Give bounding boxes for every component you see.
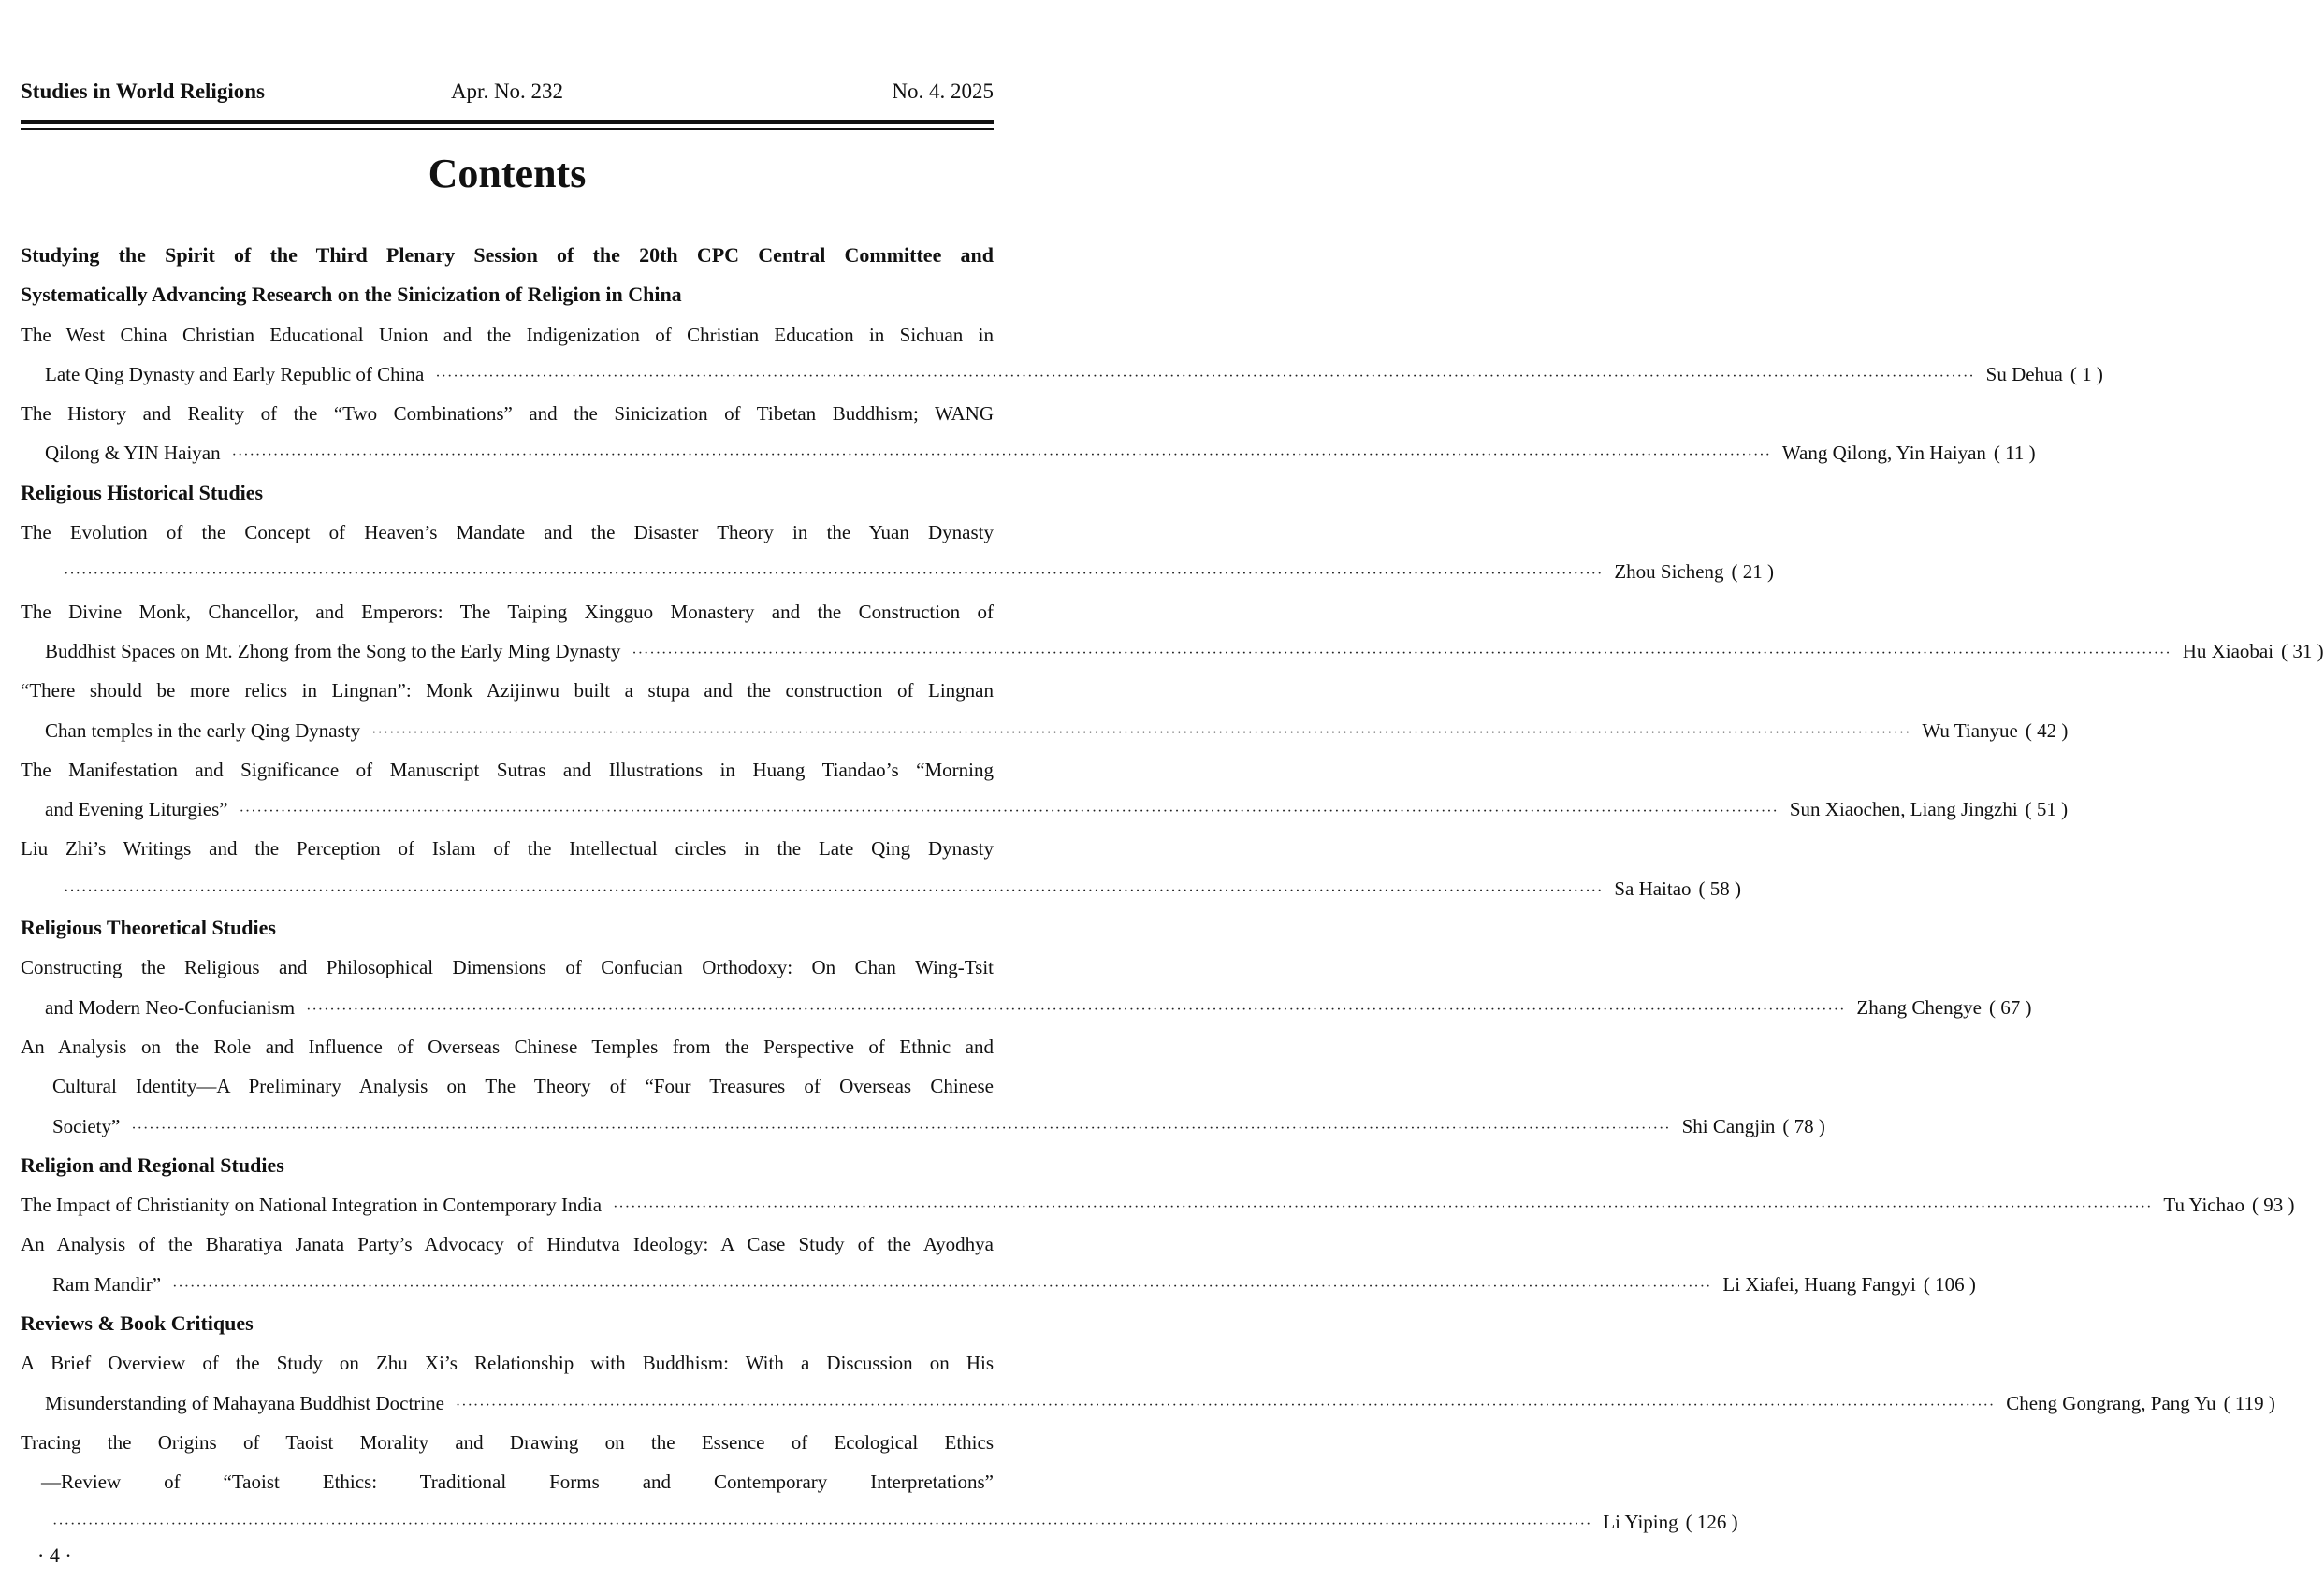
entry-author: Shi Cangjin <box>1681 1114 1776 1137</box>
entry-last-line <box>21 790 2069 829</box>
toc-entry <box>21 1224 1976 1304</box>
table-of-contents <box>21 236 2324 1542</box>
entry-author: Zhou Sicheng <box>1614 560 1724 584</box>
section-heading-line: Religious Theoretical Studies <box>21 916 276 940</box>
leader-dots: ···································································································································································································································································· <box>131 1120 1671 1137</box>
entry-title-line: An Analysis on the Role and Influence of Overseas Chinese Temples from the Perspective of Ethnic and <box>21 1035 994 1058</box>
header-rule-thin <box>21 128 994 130</box>
entry-title-line: Tracing the Origins of Taoist Morality and Drawing on the Essence of Ecological Ethics <box>21 1430 994 1454</box>
entry-title-line: The Evolution of the Concept of Heaven’s Mandate and the Disaster Theory in the Yuan Dynasty <box>21 521 994 544</box>
section-heading-line: Systematically Advancing Research on the Sinicization of Religion in China <box>21 282 682 307</box>
entry-author: Cheng Gongrang, Pang Yu <box>2006 1391 2216 1414</box>
leader-dots: ···································································································································································································································································· <box>613 1199 2153 1216</box>
toc-entry <box>21 948 2032 1027</box>
entry-title-tail: Misunderstanding of Mahayana Buddhist Doctrine <box>45 1391 444 1414</box>
entry-author: Wu Tianyue <box>1922 718 2018 742</box>
leader-dots: ···································································································································································································································································· <box>455 1397 1996 1413</box>
leader-dots: ···································································································································································································································································· <box>435 368 1975 384</box>
entry-author: Tu Yichao <box>2163 1194 2244 1217</box>
entry-title-tail: and Evening Liturgies” <box>45 798 228 821</box>
entry-author: Wang Qilong, Yin Haiyan <box>1781 442 1986 465</box>
entry-last-line <box>21 711 2069 750</box>
section-heading-line: Studying the Spirit of the Third Plenary Session of the 20th CPC Central Committee and <box>21 243 994 267</box>
entry-page: ( 67 ) <box>1988 995 2032 1019</box>
entry-last-line <box>21 1265 1976 1304</box>
entry-page: ( 106 ) <box>1923 1272 1976 1296</box>
entry-page: ( 78 ) <box>1782 1114 1825 1137</box>
leader-dots: ···································································································································································································································································· <box>371 724 1911 741</box>
entry-last-line <box>21 552 1775 591</box>
entry-title-tail: The Impact of Christianity on National Integration in Contemporary India <box>21 1194 603 1217</box>
leader-dots: ···································································································································································································································································· <box>172 1278 1712 1295</box>
entry-last-line <box>21 1383 2275 1423</box>
entry-last-line <box>21 433 2036 472</box>
toc-entry <box>21 513 1775 592</box>
section-heading <box>21 1146 994 1185</box>
leader-dots: ···································································································································································································································································· <box>231 447 1771 464</box>
entry-title-tail: and Modern Neo-Confucianism <box>45 995 296 1019</box>
toc-entry <box>21 1423 1738 1542</box>
entry-last-line <box>21 631 2324 671</box>
entry-page: ( 21 ) <box>1731 560 1775 584</box>
section-heading <box>21 908 994 948</box>
entry-page: ( 11 ) <box>1993 442 2036 465</box>
toc-entry <box>21 1027 1825 1146</box>
entry-page: ( 126 ) <box>1685 1510 1738 1533</box>
toc-entry <box>21 1343 2275 1423</box>
entry-last-line <box>21 1502 1738 1542</box>
entry-last-line <box>21 1107 1825 1146</box>
entry-last-line <box>21 988 2032 1027</box>
entry-last-line <box>21 1185 2295 1224</box>
entry-last-line <box>21 869 1742 908</box>
issue-year: No. 4. 2025 <box>892 80 994 103</box>
entry-title-line: The West China Christian Educational Union and the Indigenization of Christian Education in Sichuan in <box>21 323 994 346</box>
entry-title-line: Constructing the Religious and Philosophical Dimensions of Confucian Orthodoxy: On Chan Wing-Tsit <box>21 956 994 979</box>
entry-title-tail: Late Qing Dynasty and Early Republic of China <box>45 362 425 385</box>
toc-entry <box>21 671 2069 750</box>
contents-page <box>21 0 2324 1579</box>
section-heading-line: Reviews & Book Critiques <box>21 1311 254 1336</box>
toc-entry <box>21 592 2324 672</box>
entry-author: Sa Haitao <box>1614 876 1692 900</box>
page-number: · 4 · <box>37 1543 72 1567</box>
entry-title-line: Liu Zhi’s Writings and the Perception of Islam of the Intellectual circles in the Late Qing Dynasty <box>21 837 994 861</box>
entry-title-tail: Ram Mandir” <box>52 1272 162 1296</box>
section-heading <box>21 1304 994 1343</box>
page-title: Contents <box>428 151 587 196</box>
entry-title-line: An Analysis of the Bharatiya Janata Party’s Advocacy of Hindutva Ideology: A Case Study of the Ayodhya <box>21 1233 994 1256</box>
entry-author: Hu Xiaobai <box>2182 639 2274 662</box>
leader-dots: ···································································································································································································································································· <box>632 645 2171 661</box>
toc-entry <box>21 829 1742 908</box>
toc-entry <box>21 750 2069 830</box>
leader-dots: ···································································································································································································································································· <box>64 566 1604 583</box>
entry-author: Zhang Chengye <box>1856 995 1982 1019</box>
journal-name: Studies in World Religions <box>21 80 265 103</box>
toc-entry <box>21 315 2103 395</box>
entry-page: ( 1 ) <box>2070 362 2103 385</box>
entry-title-line: The History and Reality of the “Two Combinations” and the Sinicization of Tibetan Buddhism; WANG <box>21 402 994 426</box>
section-heading <box>21 473 994 513</box>
leader-dots: ···································································································································································································································································· <box>239 804 1779 820</box>
leader-dots: ···································································································································································································································································· <box>52 1515 1592 1532</box>
entry-title-tail: Buddhist Spaces on Mt. Zhong from the Song to the Early Ming Dynasty <box>45 639 621 662</box>
entry-title-line: The Manifestation and Significance of Manuscript Sutras and Illustrations in Huang Tiandao’s “Morning <box>21 758 994 781</box>
entry-page: ( 42 ) <box>2025 718 2069 742</box>
entry-title-tail: Chan temples in the early Qing Dynasty <box>45 718 361 742</box>
entry-page: ( 58 ) <box>1698 876 1742 900</box>
leader-dots: ···································································································································································································································································· <box>306 1001 1846 1018</box>
entry-page: ( 93 ) <box>2251 1194 2295 1217</box>
entry-author: Sun Xiaochen, Liang Jingzhi <box>1789 798 2018 821</box>
toc-entry <box>21 394 2036 473</box>
entry-page: ( 51 ) <box>2025 798 2069 821</box>
entry-title-tail: Society” <box>52 1114 121 1137</box>
entry-title-line: Cultural Identity—A Preliminary Analysis on The Theory of “Four Treasures of Overseas Chinese <box>52 1075 994 1098</box>
entry-title-line: A Brief Overview of the Study on Zhu Xi’s Relationship with Buddhism: With a Discussion on His <box>21 1352 994 1375</box>
entry-page: ( 31 ) <box>2281 639 2324 662</box>
section-heading <box>21 236 994 315</box>
entry-last-line <box>21 355 2103 394</box>
toc-entry <box>21 1185 2295 1224</box>
header-rule-thick <box>21 120 994 124</box>
entry-author: Li Yiping <box>1603 1510 1678 1533</box>
entry-title-line: —Review of “Taoist Ethics: Traditional Forms and Contemporary Interpretations” <box>41 1470 994 1494</box>
section-heading-line: Religious Historical Studies <box>21 480 264 504</box>
entry-page: ( 119 ) <box>2223 1391 2275 1414</box>
entry-title-tail: Qilong & YIN Haiyan <box>45 442 221 465</box>
issue-month: Apr. No. 232 <box>450 80 564 103</box>
section-heading-line: Religion and Regional Studies <box>21 1152 284 1177</box>
running-header <box>21 80 994 111</box>
entry-title-line: “There should be more relics in Lingnan”: Monk Azijinwu built a stupa and the construction of Lingnan <box>21 679 994 703</box>
entry-author: Li Xiafei, Huang Fangyi <box>1722 1272 1916 1296</box>
entry-author: Su Dehua <box>1985 362 2063 385</box>
entry-title-line: The Divine Monk, Chancellor, and Emperors: The Taiping Xingguo Monastery and the Construction of <box>21 600 994 623</box>
leader-dots: ···································································································································································································································································· <box>64 882 1604 899</box>
